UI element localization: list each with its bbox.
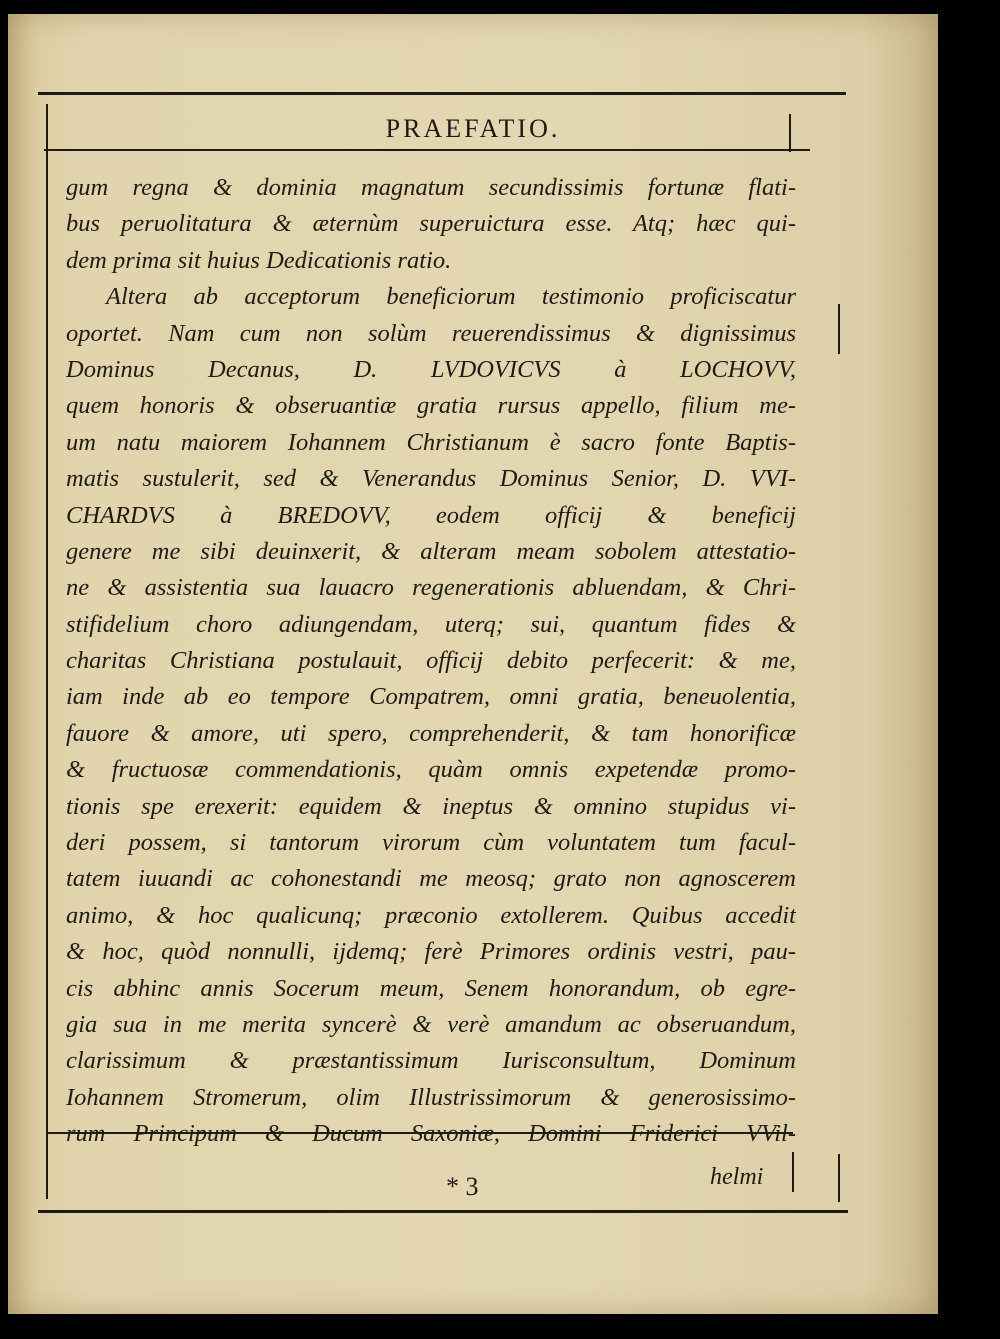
- text-line: tionis spe erexerit: equidem & ineptus & omnino stupidus vi-: [66, 792, 796, 820]
- text-line: bus peruolitatura & æternùm superuictura esse. Atq; hæc qui-: [66, 210, 796, 238]
- text-line: genere me sibi deuinxerit, & alteram meam sobolem attestatio-: [66, 537, 796, 565]
- text-line: iam inde ab eo tempore Compatrem, omni gratia, beneuolentia,: [66, 683, 796, 711]
- text-line: gum regna & dominia magnatum secundissimis fortunæ flati-: [66, 174, 796, 201]
- body-text: [66, 170, 796, 1153]
- header-top-rule: [38, 92, 846, 95]
- text-line: CHARDVS à BREDOVV, eodem officij & beneficij: [66, 501, 796, 529]
- text-line: stifidelium choro adiungendam, uterq; sui, quantum fides &: [66, 610, 796, 638]
- book-page: [8, 14, 938, 1314]
- text-line: fauore & amore, uti spero, comprehenderit, & tam honorificæ: [66, 719, 796, 747]
- text-line: clarissimum & præstantissimum Iurisconsultum, Dominum: [66, 1047, 796, 1075]
- footer-bottom-rule: [38, 1210, 848, 1213]
- signature-mark: * 3: [446, 1172, 479, 1201]
- text-line: quem honoris & obseruantiæ gratia rursus appello, filium me-: [66, 392, 796, 420]
- text-line: gia sua in me merita syncerè & verè amandum ac obseruandum,: [66, 1010, 796, 1038]
- text-line: & fructuosæ commendationis, quàm omnis expetendæ promo-: [66, 756, 796, 784]
- text-line: tatem iuuandi ac cohonestandi me meosq; grato non agnoscerem: [66, 865, 796, 893]
- header-bottom-rule: [44, 149, 810, 151]
- text-line: Dominus Decanus, D. LVDOVICVS à LOCHOVV,: [66, 355, 796, 383]
- text-line: charitas Christiana postulauit, officij debito perfecerit: & me,: [66, 647, 796, 675]
- text-line: um natu maiorem Iohannem Christianum è sacro fonte Baptis-: [66, 428, 796, 456]
- text-line: matis sustulerit, sed & Venerandus Dominus Senior, D. VVI-: [66, 465, 796, 493]
- text-line: oportet. Nam cum non solùm reuerendissimus & dignissimus: [66, 319, 796, 347]
- right-border-rule: [838, 304, 840, 354]
- text-line: Iohannem Stromerum, olim Illustrissimorum & generosissimo-: [66, 1083, 796, 1111]
- text-line: rum Principum & Ducum Saxoniæ, Domini Friderici VVil-: [66, 1120, 796, 1148]
- text-line: dem prima sit huius Dedicationis ratio.: [66, 246, 452, 274]
- text-line: cis abhinc annis Socerum meum, Senem honorandum, ob egre-: [66, 974, 796, 1002]
- catchword: helmi: [710, 1164, 764, 1190]
- text-line: animo, & hoc qualicunq; præconio extollerem. Quibus accedit: [66, 901, 796, 929]
- page-title: PRAEFATIO.: [385, 114, 561, 143]
- text-line: & hoc, quòd nonnulli, ijdemq; ferè Primores ordinis vestri, pau-: [66, 938, 796, 966]
- left-border-rule: [46, 104, 48, 1199]
- right-border-mark: [792, 1152, 794, 1192]
- right-border-rule: [838, 1154, 840, 1202]
- text-line: Altera ab acceptorum beneficiorum testimonio proficiscatur: [106, 283, 796, 311]
- text-line: ne & assistentia sua lauacro regenerationis abluendam, & Chri-: [66, 574, 796, 602]
- text-line: deri possem, si tantorum virorum cùm voluntatem tum facul-: [66, 829, 796, 857]
